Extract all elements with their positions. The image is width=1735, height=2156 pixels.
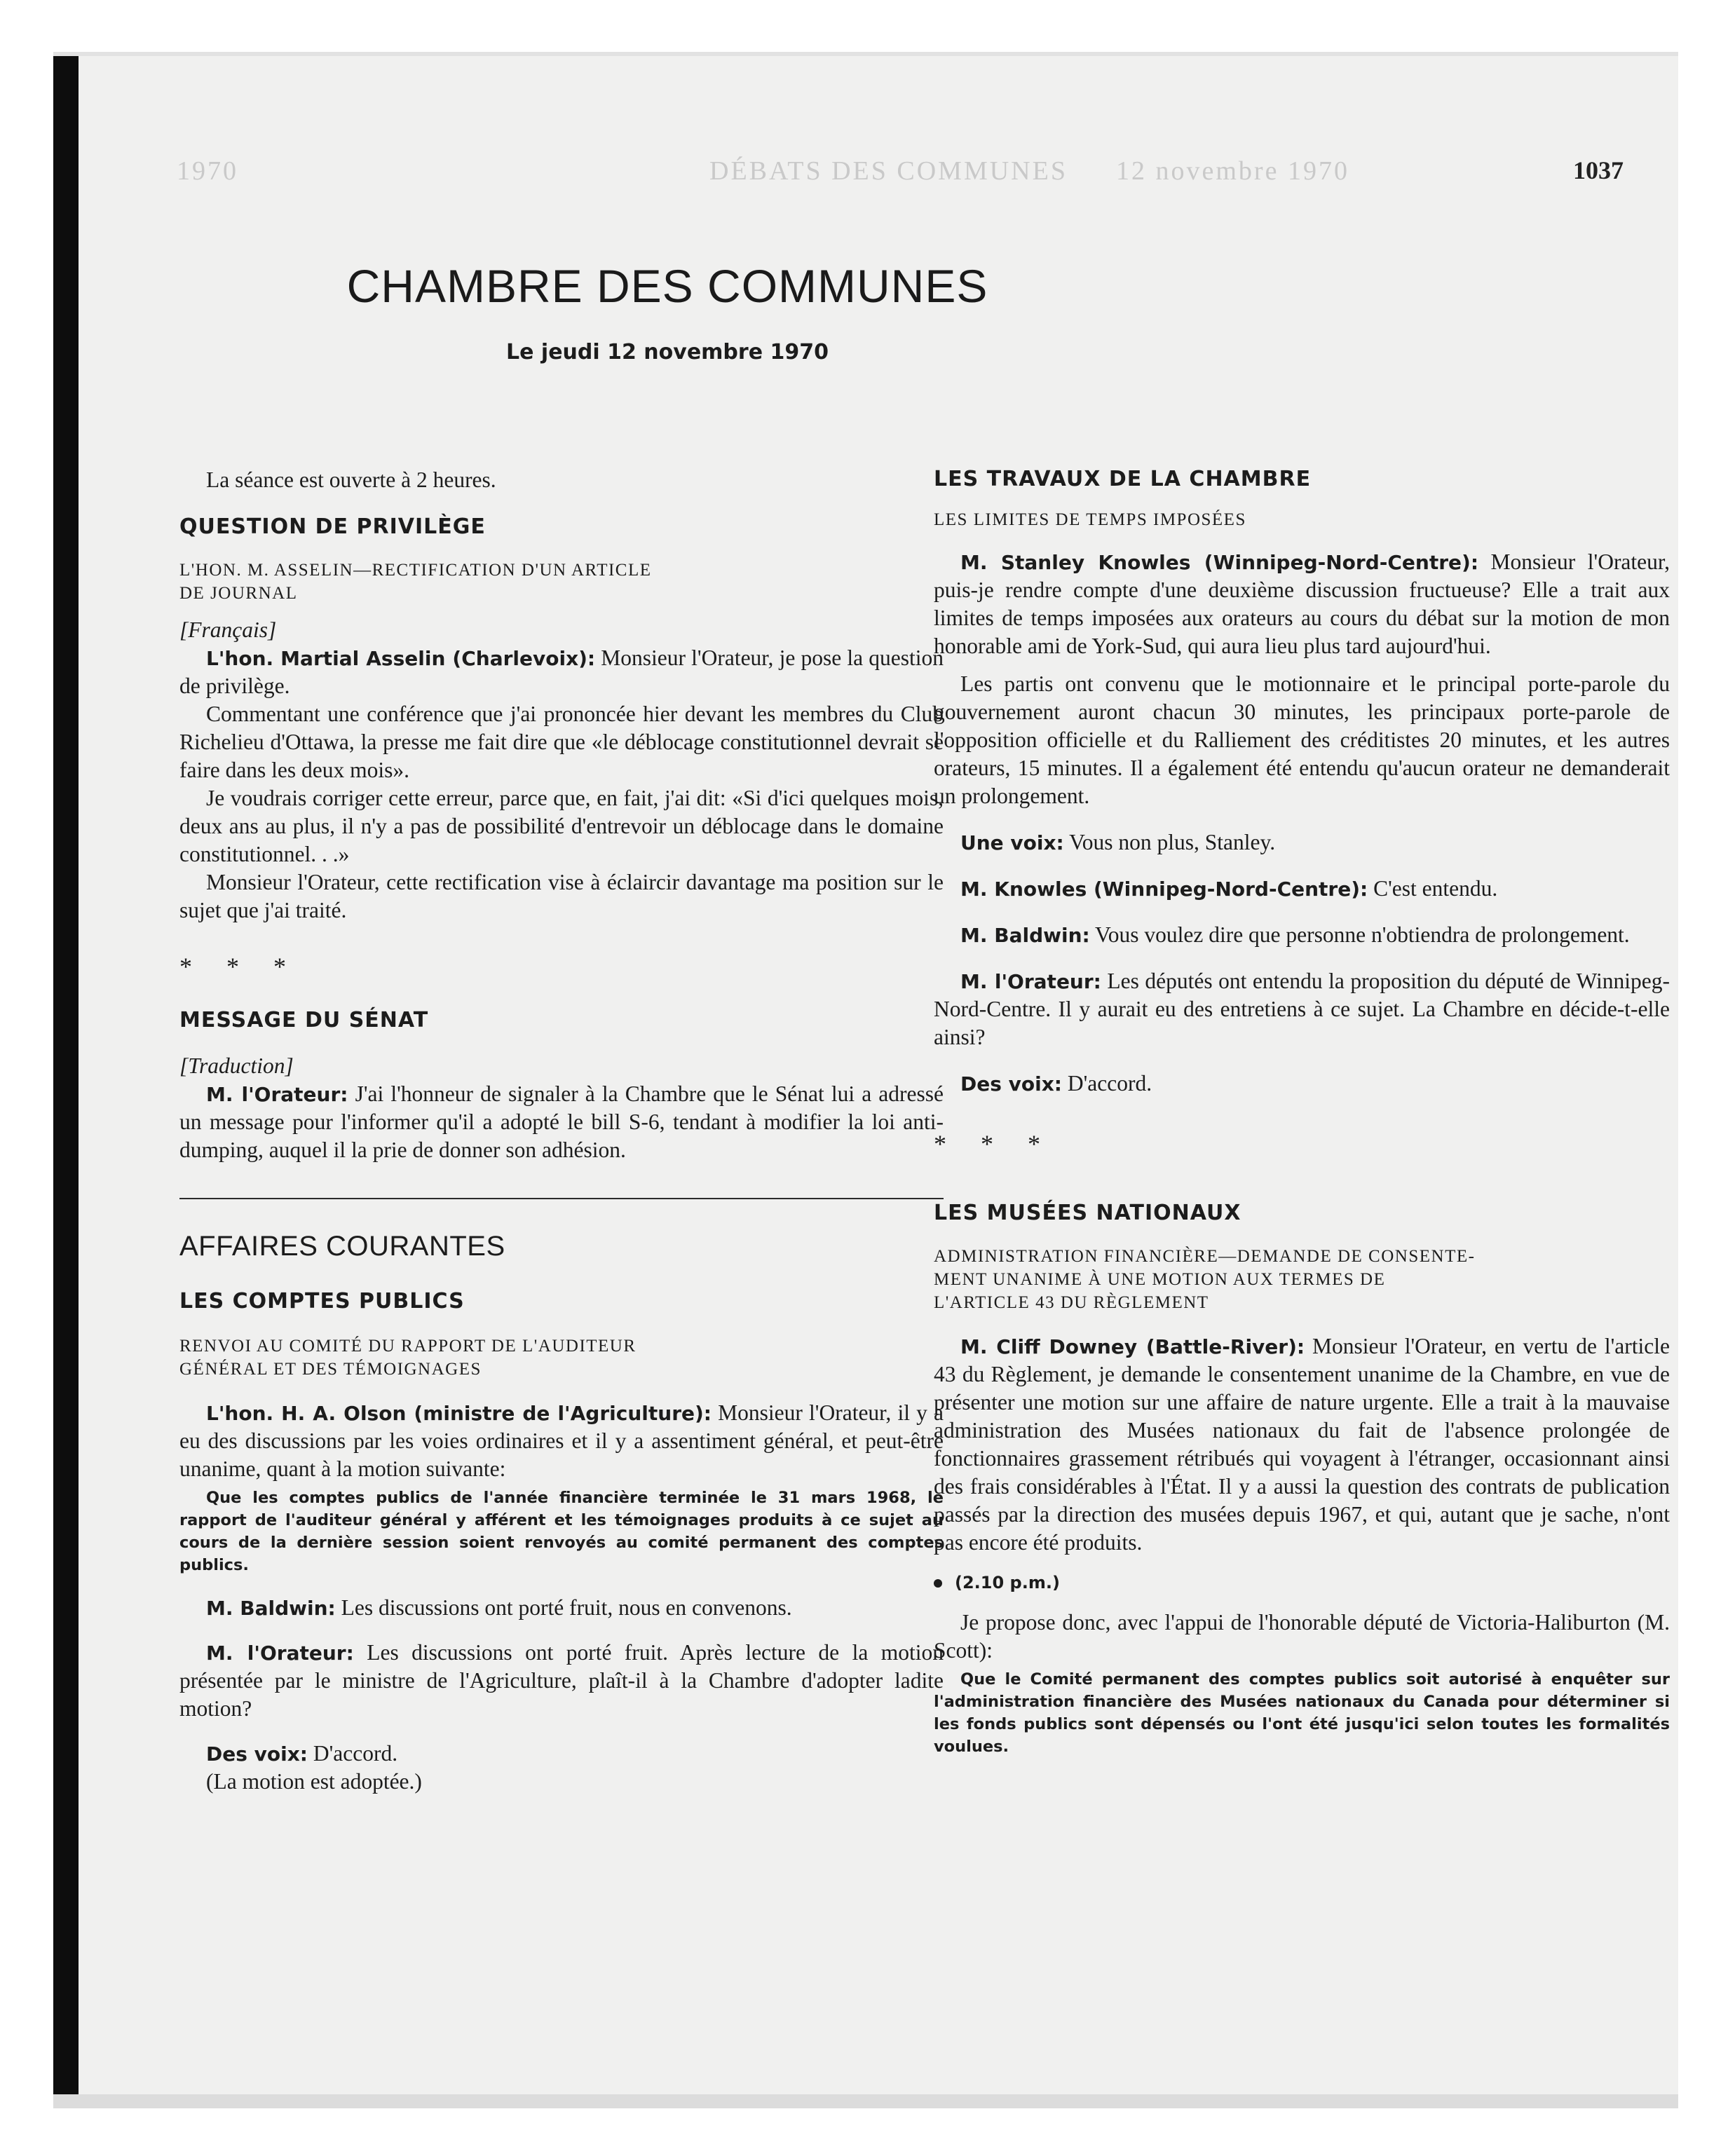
travaux-subheading: LES LIMITES DE TEMPS IMPOSÉES bbox=[934, 510, 1246, 530]
privilege-subheading-line-1: L'HON. M. ASSELIN—RECTIFICATION D'UN ARTICLE bbox=[179, 561, 652, 580]
baldwin-right-text: Vous voulez dire que personne n'obtiendra de prolongement. bbox=[1089, 922, 1630, 948]
bleed-through-date: 12 novembre 1970 bbox=[1116, 156, 1349, 186]
musees-subheading-line-1: ADMINISTRATION FINANCIÈRE—DEMANDE DE CONSENTE- bbox=[934, 1246, 1476, 1266]
bullet-icon bbox=[934, 1579, 942, 1588]
downey-paragraph bbox=[934, 1332, 1670, 1557]
comptes-publics-heading: LES COMPTES PUBLICS bbox=[179, 1288, 465, 1314]
speaker-knowles-2: M. Knowles (Winnipeg-Nord-Centre): bbox=[960, 878, 1368, 901]
orateur-right-text: Les députés ont entendu la proposition du député de Winnipeg-Nord-Centre. Il y aurait eu des entretiens à ce sujet. La Chambre en décide-t-elle ainsi? bbox=[934, 969, 1670, 1050]
senat-heading: MESSAGE DU SÉNAT bbox=[179, 1007, 429, 1032]
scan-binding-shadow bbox=[53, 52, 79, 2094]
privilege-heading: QUESTION DE PRIVILÈGE bbox=[179, 514, 486, 539]
musees-subheading-line-2: MENT UNANIME À UNE MOTION AUX TERMES DE bbox=[934, 1269, 1386, 1289]
speaker-downey: M. Cliff Downey (Battle-River): bbox=[960, 1335, 1305, 1358]
scan-bottom-edge bbox=[53, 2094, 1678, 2108]
knowles-reply-paragraph bbox=[934, 875, 1670, 903]
speaker-des-voix: Des voix: bbox=[206, 1742, 308, 1766]
voix-right-text: D'accord. bbox=[1062, 1071, 1152, 1096]
orateur-motion-text: Les discussions ont porté fruit. Après lecture de la motion présentée par le ministre de l'Agriculture, plaît-il à la Chambre d'adopter ladite motion? bbox=[179, 1639, 944, 1721]
baldwin-text: Les discussions ont porté fruit, nous en convenons. bbox=[335, 1595, 792, 1620]
language-tag-traduction: [Traduction] bbox=[179, 1053, 294, 1078]
speaker-knowles: M. Stanley Knowles (Winnipeg-Nord-Centre): bbox=[960, 551, 1479, 575]
voix-text: D'accord. bbox=[308, 1740, 398, 1766]
asselin-paragraph-4: Monsieur l'Orateur, cette rectification vise à éclaircir davantage ma position sur le sujet que j'ai traité. bbox=[179, 870, 944, 923]
left-column bbox=[179, 466, 944, 1796]
speaker-asselin: L'hon. Martial Asselin (Charlevoix): bbox=[206, 647, 596, 671]
masthead-title: CHAMBRE DES COMMUNES bbox=[346, 260, 988, 312]
asselin-paragraph-2: Commentant une conférence que j'ai prononcée hier devant les membres du Club Richelieu d'Ottawa, la presse me fait dire que «le déblocage constitutionnel devrait se faire dans les deux mois». bbox=[179, 702, 944, 783]
knowles-text: Monsieur l'Orateur, puis-je rendre compte d'une deuxième discussion fructueuse? Elle a trait aux limites de temps imposées aux orateurs au cours du débat sur la motion de mon honorable ami de York-Sud, qui aura lieu plus tard aujourd'hui. bbox=[934, 550, 1671, 659]
speaker-baldwin: M. Baldwin: bbox=[206, 1596, 336, 1620]
renvoi-subheading-line-1: RENVOI AU COMITÉ DU RAPPORT DE L'AUDITEUR bbox=[179, 1336, 637, 1356]
knowles-reply-text: C'est entendu. bbox=[1368, 876, 1498, 901]
affaires-courantes-heading: AFFAIRES COURANTES bbox=[179, 1230, 505, 1262]
speaker-une-voix: Une voix: bbox=[960, 831, 1064, 855]
musees-subheading-line-3: L'ARTICLE 43 DU RÈGLEMENT bbox=[934, 1292, 1209, 1312]
baldwin-paragraph bbox=[179, 1594, 944, 1622]
voix-paragraph bbox=[179, 1740, 944, 1768]
voix-right-paragraph bbox=[934, 1070, 1670, 1098]
motion-adopted: (La motion est adoptée.) bbox=[206, 1768, 422, 1794]
orateur-senat-paragraph bbox=[179, 1080, 944, 1164]
speaker-orateur-2: M. l'Orateur: bbox=[206, 1641, 354, 1665]
speaker-baldwin-right: M. Baldwin: bbox=[960, 924, 1090, 948]
motion-comptes-publics: Que les comptes publics de l'année financière terminée le 31 mars 1968, le rapport de l'auditeur général y afférent et les témoignages produits à ce sujet au cours de la dernière session soient renvoyés au comité permanent des comptes publics. bbox=[179, 1488, 944, 1574]
speaker-olson: L'hon. H. A. Olson (ministre de l'Agriculture): bbox=[206, 1401, 712, 1425]
section-separator-stars-right: * * * bbox=[934, 1130, 1054, 1159]
section-separator-stars: * * * bbox=[179, 953, 300, 981]
knowles-paragraph bbox=[934, 548, 1670, 660]
olson-text: Monsieur l'Orateur, il y a eu des discussions par les voies ordinaires et il y a assentiment général, et peut-être unanime, quant à la motion suivante: bbox=[179, 1400, 944, 1481]
orateur-right-paragraph bbox=[934, 967, 1670, 1051]
timestamp: (2.10 p.m.) bbox=[955, 1572, 1060, 1592]
bleed-through-title: DÉBATS DES COMMUNES bbox=[709, 156, 1068, 186]
document-page bbox=[79, 56, 1678, 2094]
speaker-orateur-right: M. l'Orateur: bbox=[960, 970, 1101, 994]
downey-proposal: Je propose donc, avec l'appui de l'honorable député de Victoria-Haliburton (M. Scott): bbox=[934, 1610, 1670, 1663]
olson-paragraph bbox=[179, 1399, 944, 1483]
downey-text: Monsieur l'Orateur, en vertu de l'article 43 du Règlement, je demande le consentement unanime de la Chambre, en vue de présenter une motion sur une affaire de nature urgente. Elle a trait à la mauvaise administration des Musées nationaux du fait de l'absence prolongée de fonctionnaires grassement rétribués qui voyagent à l'étranger, occasionnant ainsi des frais considérables à l'État. Il y a aussi la question des contrats de publication passés par la direction des musées depuis 1967, et qui, autant que je sache, n'ont pas encore été produits. bbox=[934, 1333, 1670, 1555]
asselin-paragraph-3: Je voudrais corriger cette erreur, parce que, en fait, j'ai dit: «Si d'ici quelques mois, deux ans au plus, il n'y a pas de possibilité d'entrevoir un déblocage dans le domaine constitutionnel. . .» bbox=[179, 786, 944, 867]
speaker-des-voix-right: Des voix: bbox=[960, 1072, 1062, 1096]
speaker-orateur: M. l'Orateur: bbox=[206, 1082, 348, 1106]
une-voix-paragraph bbox=[934, 828, 1670, 857]
orateur-motion-paragraph bbox=[179, 1639, 944, 1723]
timestamp-line bbox=[934, 1572, 1670, 1593]
asselin-paragraph bbox=[179, 644, 944, 700]
bleed-through-year: 1970 bbox=[177, 156, 238, 186]
language-tag-francais: [Français] bbox=[179, 618, 277, 643]
travaux-heading: LES TRAVAUX DE LA CHAMBRE bbox=[934, 467, 1312, 491]
baldwin-right-paragraph bbox=[934, 921, 1670, 949]
knowles-paragraph-2: Les partis ont convenu que le motionnaire et le principal porte-parole du gouvernement auront chacun 30 minutes, les principaux porte-parole de l'opposition officielle et du Ralliement des créditistes 20 minutes, et les autres orateurs, 15 minutes. Il a également été entendu qu'aucun orateur ne demanderait un prolongement. bbox=[934, 671, 1670, 809]
une-voix-text: Vous non plus, Stanley. bbox=[1063, 830, 1276, 855]
motion-musees: Que le Comité permanent des comptes publics soit autorisé à enquêter sur l'administration financière des Musées nationaux du Canada pour déterminer si les fonds publics sont dépensés ou l'ont été jusqu'ici selon toutes les formalités voulues. bbox=[934, 1670, 1670, 1756]
page-number: 1037 bbox=[1573, 156, 1624, 184]
scan-margin bbox=[0, 0, 53, 2156]
right-column bbox=[934, 466, 1670, 1759]
orateur-senat-text: J'ai l'honneur de signaler à la Chambre que le Sénat lui a adressé un message pour l'informer qu'il a adopté le bill S-6, tendant à modifier la loi anti-dumping, auquel il la prie de donner son adhésion. bbox=[179, 1081, 944, 1162]
privilege-subheading-line-2: DE JOURNAL bbox=[179, 584, 298, 603]
section-rule bbox=[179, 1198, 944, 1199]
sitting-date: Le jeudi 12 novembre 1970 bbox=[506, 340, 829, 364]
renvoi-subheading-line-2: GÉNÉRAL ET DES TÉMOIGNAGES bbox=[179, 1359, 482, 1379]
asselin-text: Monsieur l'Orateur, je pose la question de privilège. bbox=[179, 646, 944, 699]
opening-line: La séance est ouverte à 2 heures. bbox=[206, 468, 496, 492]
musees-heading: LES MUSÉES NATIONAUX bbox=[934, 1200, 1241, 1225]
